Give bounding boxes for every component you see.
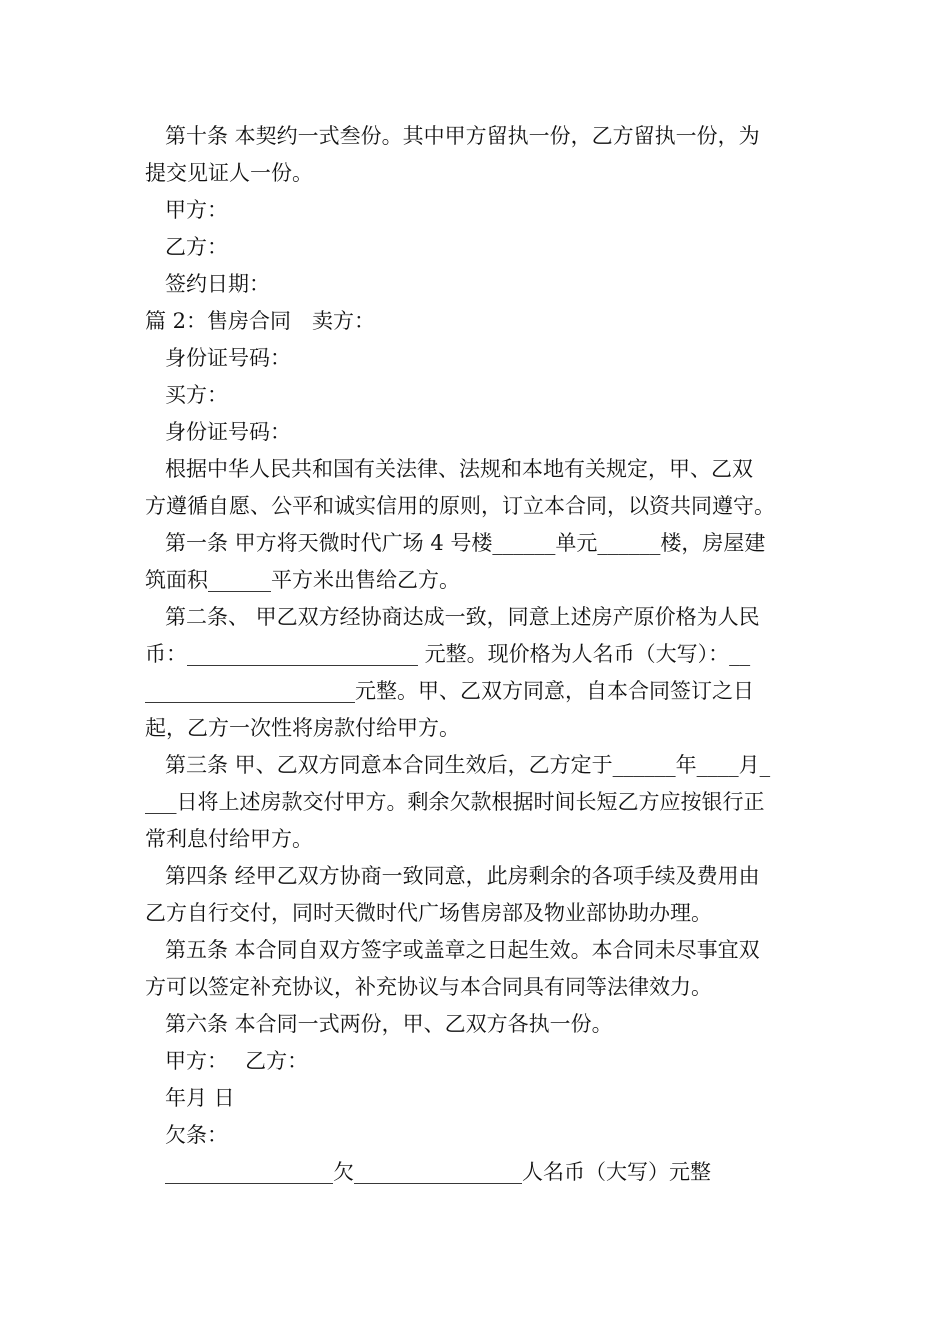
doc-line: 筑面积______平方米出售给乙方。: [145, 568, 460, 592]
doc-line: 常利息付给甲方。: [145, 827, 313, 851]
doc-line: 第四条 经甲乙双方协商一致同意，此房剩余的各项手续及费用由: [165, 864, 760, 888]
doc-line: 提交见证人一份。: [145, 161, 313, 185]
doc-line: 欠条：: [165, 1123, 228, 1147]
doc-line: ________________欠________________人名币（大写）元整: [165, 1160, 711, 1184]
doc-line: 身份证号码：: [165, 420, 291, 444]
doc-line: 乙方：: [165, 235, 228, 259]
doc-line: 甲方：: [165, 198, 228, 222]
doc-line: 乙方自行交付，同时天微时代广场售房部及物业部协助办理。: [145, 901, 712, 925]
doc-line: 甲方： 乙方：: [165, 1049, 309, 1073]
doc-line: 身份证号码：: [165, 346, 291, 370]
doc-line: 第三条 甲、乙双方同意本合同生效后，乙方定于______年____月_: [165, 753, 771, 777]
doc-line: 起，乙方一次性将房款付给甲方。: [145, 716, 460, 740]
doc-line: 签约日期：: [165, 272, 270, 296]
doc-line: 方遵循自愿、公平和诚实信用的原则，订立本合同，以资共同遵守。: [145, 494, 775, 518]
doc-line: 第二条、 甲乙双方经协商达成一致，同意上述房产原价格为人民: [165, 605, 760, 629]
doc-line: 第五条 本合同自双方签字或盖章之日起生效。本合同未尽事宜双: [165, 938, 760, 962]
doc-line: 篇 2：售房合同 卖方：: [145, 309, 376, 333]
doc-line: 方可以签定补充协议，补充协议与本合同具有同等法律效力。: [145, 975, 712, 999]
doc-line: 第十条 本契约一式叁份。其中甲方留执一份，乙方留执一份，为: [165, 124, 760, 148]
doc-line: 币：______________________ 元整。现价格为人名币（大写）：__: [145, 642, 751, 666]
doc-line: ____________________元整。甲、乙双方同意，自本合同签订之日: [145, 679, 754, 703]
doc-line: 买方：: [165, 383, 228, 407]
document-body: [145, 118, 810, 1191]
doc-line: 第六条 本合同一式两份，甲、乙双方各执一份。: [165, 1012, 613, 1036]
doc-line: 年月 日: [165, 1086, 235, 1110]
doc-line: 根据中华人民共和国有关法律、法规和本地有关规定，甲、乙双: [165, 457, 753, 481]
doc-line: ___日将上述房款交付甲方。剩余欠款根据时间长短乙方应按银行正: [145, 790, 765, 814]
doc-line: 第一条 甲方将天微时代广场 4 号楼______单元______楼，房屋建: [165, 531, 766, 555]
